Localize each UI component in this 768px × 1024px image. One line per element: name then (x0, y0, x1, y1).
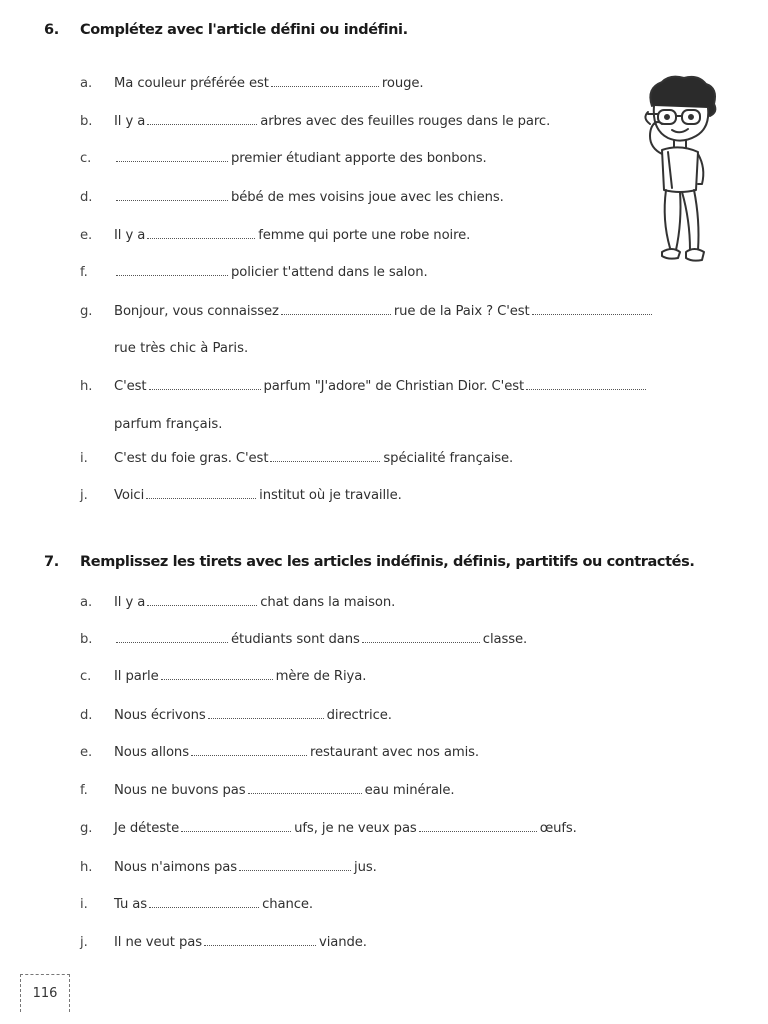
exercise7-item-c (80, 669, 366, 684)
item-letter: i. (80, 897, 88, 912)
item-letter: d. (80, 708, 93, 723)
answer-blank[interactable] (181, 821, 291, 832)
item-text: Bonjour, vous connaissez (114, 304, 279, 319)
item-letter: g. (80, 821, 93, 836)
item-letter: c. (80, 669, 92, 684)
item-text: Nous allons (114, 745, 189, 760)
exercise-6-number: 6. (44, 22, 59, 38)
exercise6-item-e (80, 228, 470, 243)
exercise-6-instructions: Complétez avec l'article défini ou indéfini. (80, 22, 408, 38)
item-letter: a. (80, 76, 93, 91)
exercise6-item-c (80, 151, 487, 166)
exercise6-item-d (80, 190, 504, 205)
item-letter: j. (80, 488, 88, 503)
exercise6-item-g (80, 304, 655, 319)
answer-blank[interactable] (147, 228, 255, 239)
item-letter: b. (80, 114, 93, 129)
answer-blank[interactable] (419, 821, 537, 832)
exercise6-item-f (80, 265, 428, 280)
item-text: bébé de mes voisins joue avec les chiens. (231, 190, 504, 205)
item-continuation: parfum français. (114, 417, 223, 432)
exercise-6-title (44, 22, 408, 38)
answer-blank[interactable] (116, 190, 228, 201)
exercise6-item-a (80, 76, 424, 91)
answer-blank[interactable] (239, 860, 351, 871)
answer-blank[interactable] (281, 304, 391, 315)
item-letter: f. (80, 783, 88, 798)
answer-blank[interactable] (147, 595, 257, 606)
exercise7-item-h (80, 860, 377, 875)
answer-blank[interactable] (208, 708, 324, 719)
item-text: œufs. (539, 821, 577, 836)
item-text: Il y a (114, 595, 146, 610)
item-text: étudiants sont dans (231, 632, 360, 647)
page-number: 116 (20, 974, 70, 1012)
item-letter: c. (80, 151, 92, 166)
exercise7-item-d (80, 708, 392, 723)
item-letter: e. (80, 745, 93, 760)
item-text: C'est du foie gras. C'est (114, 451, 269, 466)
answer-blank[interactable] (191, 745, 307, 756)
item-text: spécialité française. (383, 451, 514, 466)
item-text: restaurant avec nos amis. (309, 745, 480, 760)
item-text: Tu as (114, 897, 148, 912)
answer-blank[interactable] (362, 632, 480, 643)
item-letter: e. (80, 228, 93, 243)
item-letter: h. (80, 379, 93, 394)
answer-blank[interactable] (161, 669, 273, 680)
exercise7-item-g (80, 821, 577, 836)
answer-blank[interactable] (147, 114, 257, 125)
answer-blank[interactable] (116, 632, 228, 643)
item-letter: j. (80, 935, 88, 950)
item-letter: g. (80, 304, 93, 319)
answer-blank[interactable] (149, 379, 261, 390)
item-text: premier étudiant apporte des bonbons. (231, 151, 487, 166)
item-continuation: rue très chic à Paris. (114, 341, 249, 356)
boy-with-glasses-illustration (632, 72, 728, 268)
item-text: policier t'attend dans le salon. (231, 265, 428, 280)
item-text: Nous n'aimons pas (114, 860, 238, 875)
item-letter: h. (80, 860, 93, 875)
item-text: Il ne veut pas (114, 935, 202, 950)
exercise6-item-j (80, 488, 402, 503)
item-text: directrice. (326, 708, 392, 723)
item-text: viande. (318, 935, 367, 950)
answer-blank[interactable] (271, 76, 379, 87)
item-letter: b. (80, 632, 93, 647)
item-text: Il parle (114, 669, 159, 684)
item-text: C'est (114, 379, 147, 394)
item-text: Il y a (114, 228, 146, 243)
item-letter: i. (80, 451, 88, 466)
exercise-7-instructions: Remplissez les tirets avec les articles indéfinis, définis, partitifs ou contractés. (80, 554, 695, 570)
exercise7-item-f (80, 783, 454, 798)
exercise-7-title (44, 554, 694, 570)
answer-blank[interactable] (270, 451, 380, 462)
answer-blank[interactable] (146, 488, 256, 499)
exercise6-item-h (80, 379, 649, 394)
answer-blank[interactable] (204, 935, 316, 946)
answer-blank[interactable] (116, 265, 228, 276)
item-text: Il y a (114, 114, 146, 129)
item-text: chance. (262, 897, 313, 912)
exercise7-item-e (80, 745, 479, 760)
item-text: jus. (354, 860, 377, 875)
item-text: rouge. (381, 76, 424, 91)
item-text: femme qui porte une robe noire. (258, 228, 471, 243)
exercise7-item-b (80, 632, 527, 647)
item-text: Nous ne buvons pas (114, 783, 246, 798)
item-text: institut où je travaille. (259, 488, 402, 503)
item-text: Nous écrivons (114, 708, 206, 723)
answer-blank[interactable] (248, 783, 362, 794)
answer-blank[interactable] (149, 897, 259, 908)
answer-blank[interactable] (526, 379, 646, 390)
item-text: eau minérale. (364, 783, 455, 798)
item-text: Ma couleur préférée est (114, 76, 269, 91)
exercise6-item-i (80, 451, 513, 466)
item-letter: f. (80, 265, 88, 280)
item-text: Voici (114, 488, 145, 503)
exercise7-item-j (80, 935, 367, 950)
item-text: mère de Riya. (275, 669, 367, 684)
answer-blank[interactable] (532, 304, 652, 315)
item-text: parfum "J'adore" de Christian Dior. C'est (263, 379, 525, 394)
item-text: arbres avec des feuilles rouges dans le parc. (260, 114, 551, 129)
item-letter: d. (80, 190, 93, 205)
item-text: rue de la Paix ? C'est (393, 304, 530, 319)
item-text: ufs, je ne veux pas (294, 821, 417, 836)
item-text: chat dans la maison. (260, 595, 396, 610)
exercise7-item-a (80, 595, 395, 610)
item-letter: a. (80, 595, 93, 610)
item-text: Je déteste (114, 821, 180, 836)
item-text: classe. (482, 632, 528, 647)
exercise7-item-i (80, 897, 313, 912)
exercise6-item-b (80, 114, 550, 129)
exercise-7-number: 7. (44, 554, 59, 570)
answer-blank[interactable] (116, 151, 228, 162)
